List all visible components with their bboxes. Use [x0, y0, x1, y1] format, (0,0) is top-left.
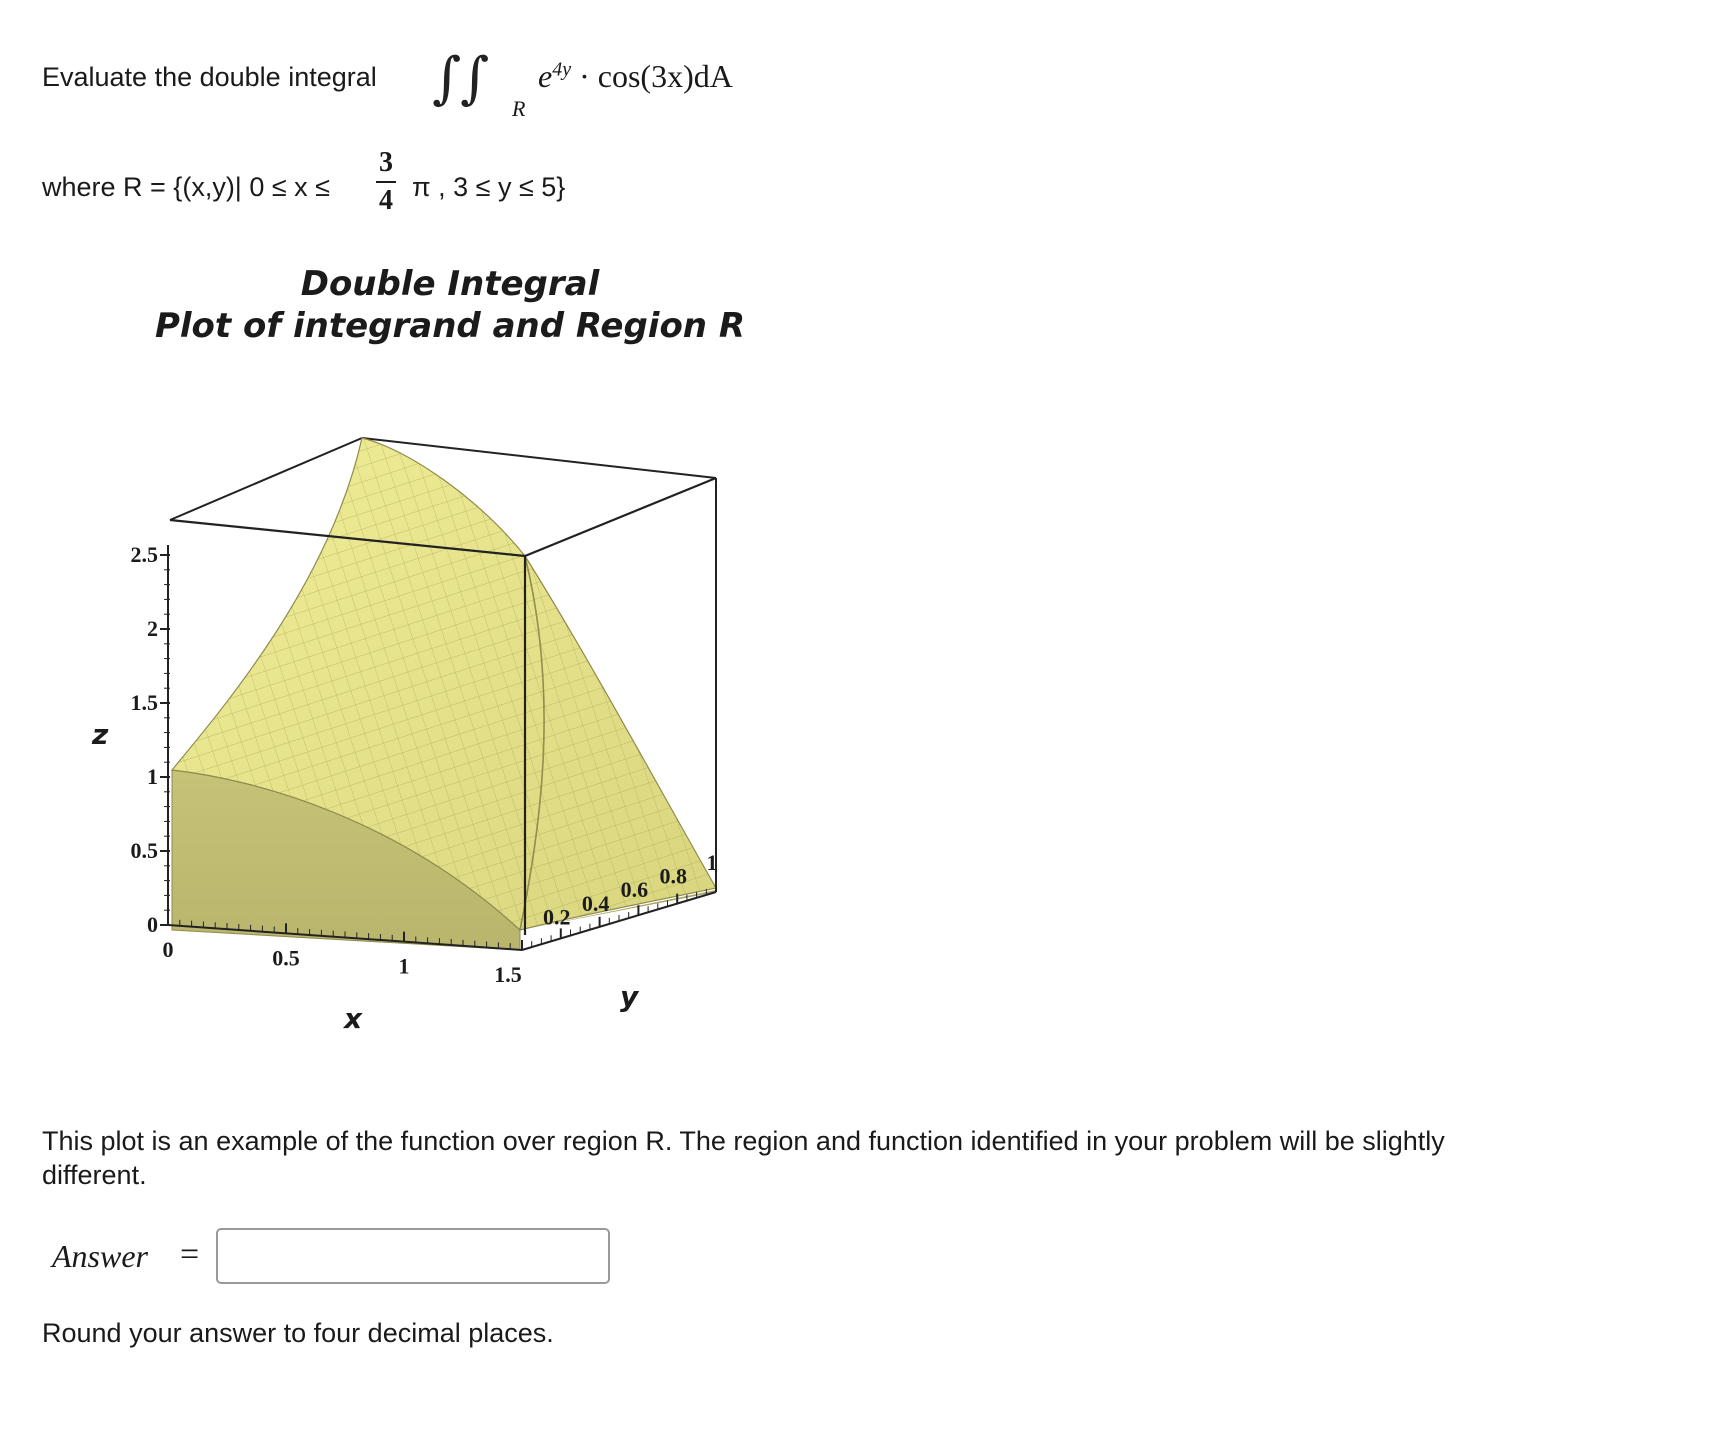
- plot-subtitle: Plot of integrand and Region R: [154, 306, 746, 346]
- y-axis-label: y: [620, 980, 639, 1013]
- integrand-base: e: [538, 58, 553, 94]
- question-prompt: Evaluate the double integral: [42, 62, 377, 92]
- region-suffix: π , 3 ≤ y ≤ 5}: [412, 172, 566, 202]
- answer-label: Answer: [52, 1238, 148, 1274]
- x-tick-label: 1.5: [494, 962, 522, 987]
- integral-sign: ∫: [460, 46, 490, 111]
- y-tick-label: 0.8: [659, 863, 687, 889]
- z-tick-label: 0: [147, 912, 158, 937]
- fraction-denominator: 4: [379, 185, 393, 216]
- plot-title: Double Integral: [300, 264, 600, 304]
- fraction-numerator: 3: [379, 147, 393, 178]
- x-axis-label: x: [344, 1002, 363, 1035]
- z-tick-label: 2: [147, 616, 158, 641]
- z-tick-label: 0.5: [130, 838, 158, 863]
- y-tick-label: 1: [706, 850, 718, 875]
- x-tick-label: 1: [398, 953, 410, 979]
- z-axis-ticks: [131, 542, 171, 937]
- z-tick-label: 1: [147, 764, 158, 789]
- answer-equals: =: [180, 1236, 200, 1273]
- integrand-exponent: 4y: [552, 58, 572, 81]
- x-tick-label: 0: [162, 937, 174, 962]
- y-tick-label: 0.6: [620, 877, 649, 903]
- plot-note: This plot is an example of the function over region R. The region and function identified in your problem will be slightly different.: [42, 1126, 1445, 1190]
- region-prefix: where R = {(x,y)| 0 ≤ x ≤: [42, 172, 330, 202]
- y-tick-label: 0.2: [543, 904, 571, 930]
- z-axis-label: z: [92, 718, 109, 751]
- rounding-note: Round your answer to four decimal places.: [42, 1318, 554, 1348]
- integrand-dot: ·: [579, 58, 590, 94]
- integral-sign: ∫: [432, 46, 462, 111]
- y-tick-label: 0.4: [581, 890, 610, 916]
- z-tick-label: 2.5: [130, 542, 158, 567]
- answer-input[interactable]: [216, 1228, 610, 1284]
- x-tick-label: 0.5: [272, 945, 300, 971]
- integrand-rest: cos(3x)dA: [597, 58, 733, 94]
- z-tick-label: 1.5: [130, 690, 158, 715]
- region-subscript: R: [512, 96, 526, 121]
